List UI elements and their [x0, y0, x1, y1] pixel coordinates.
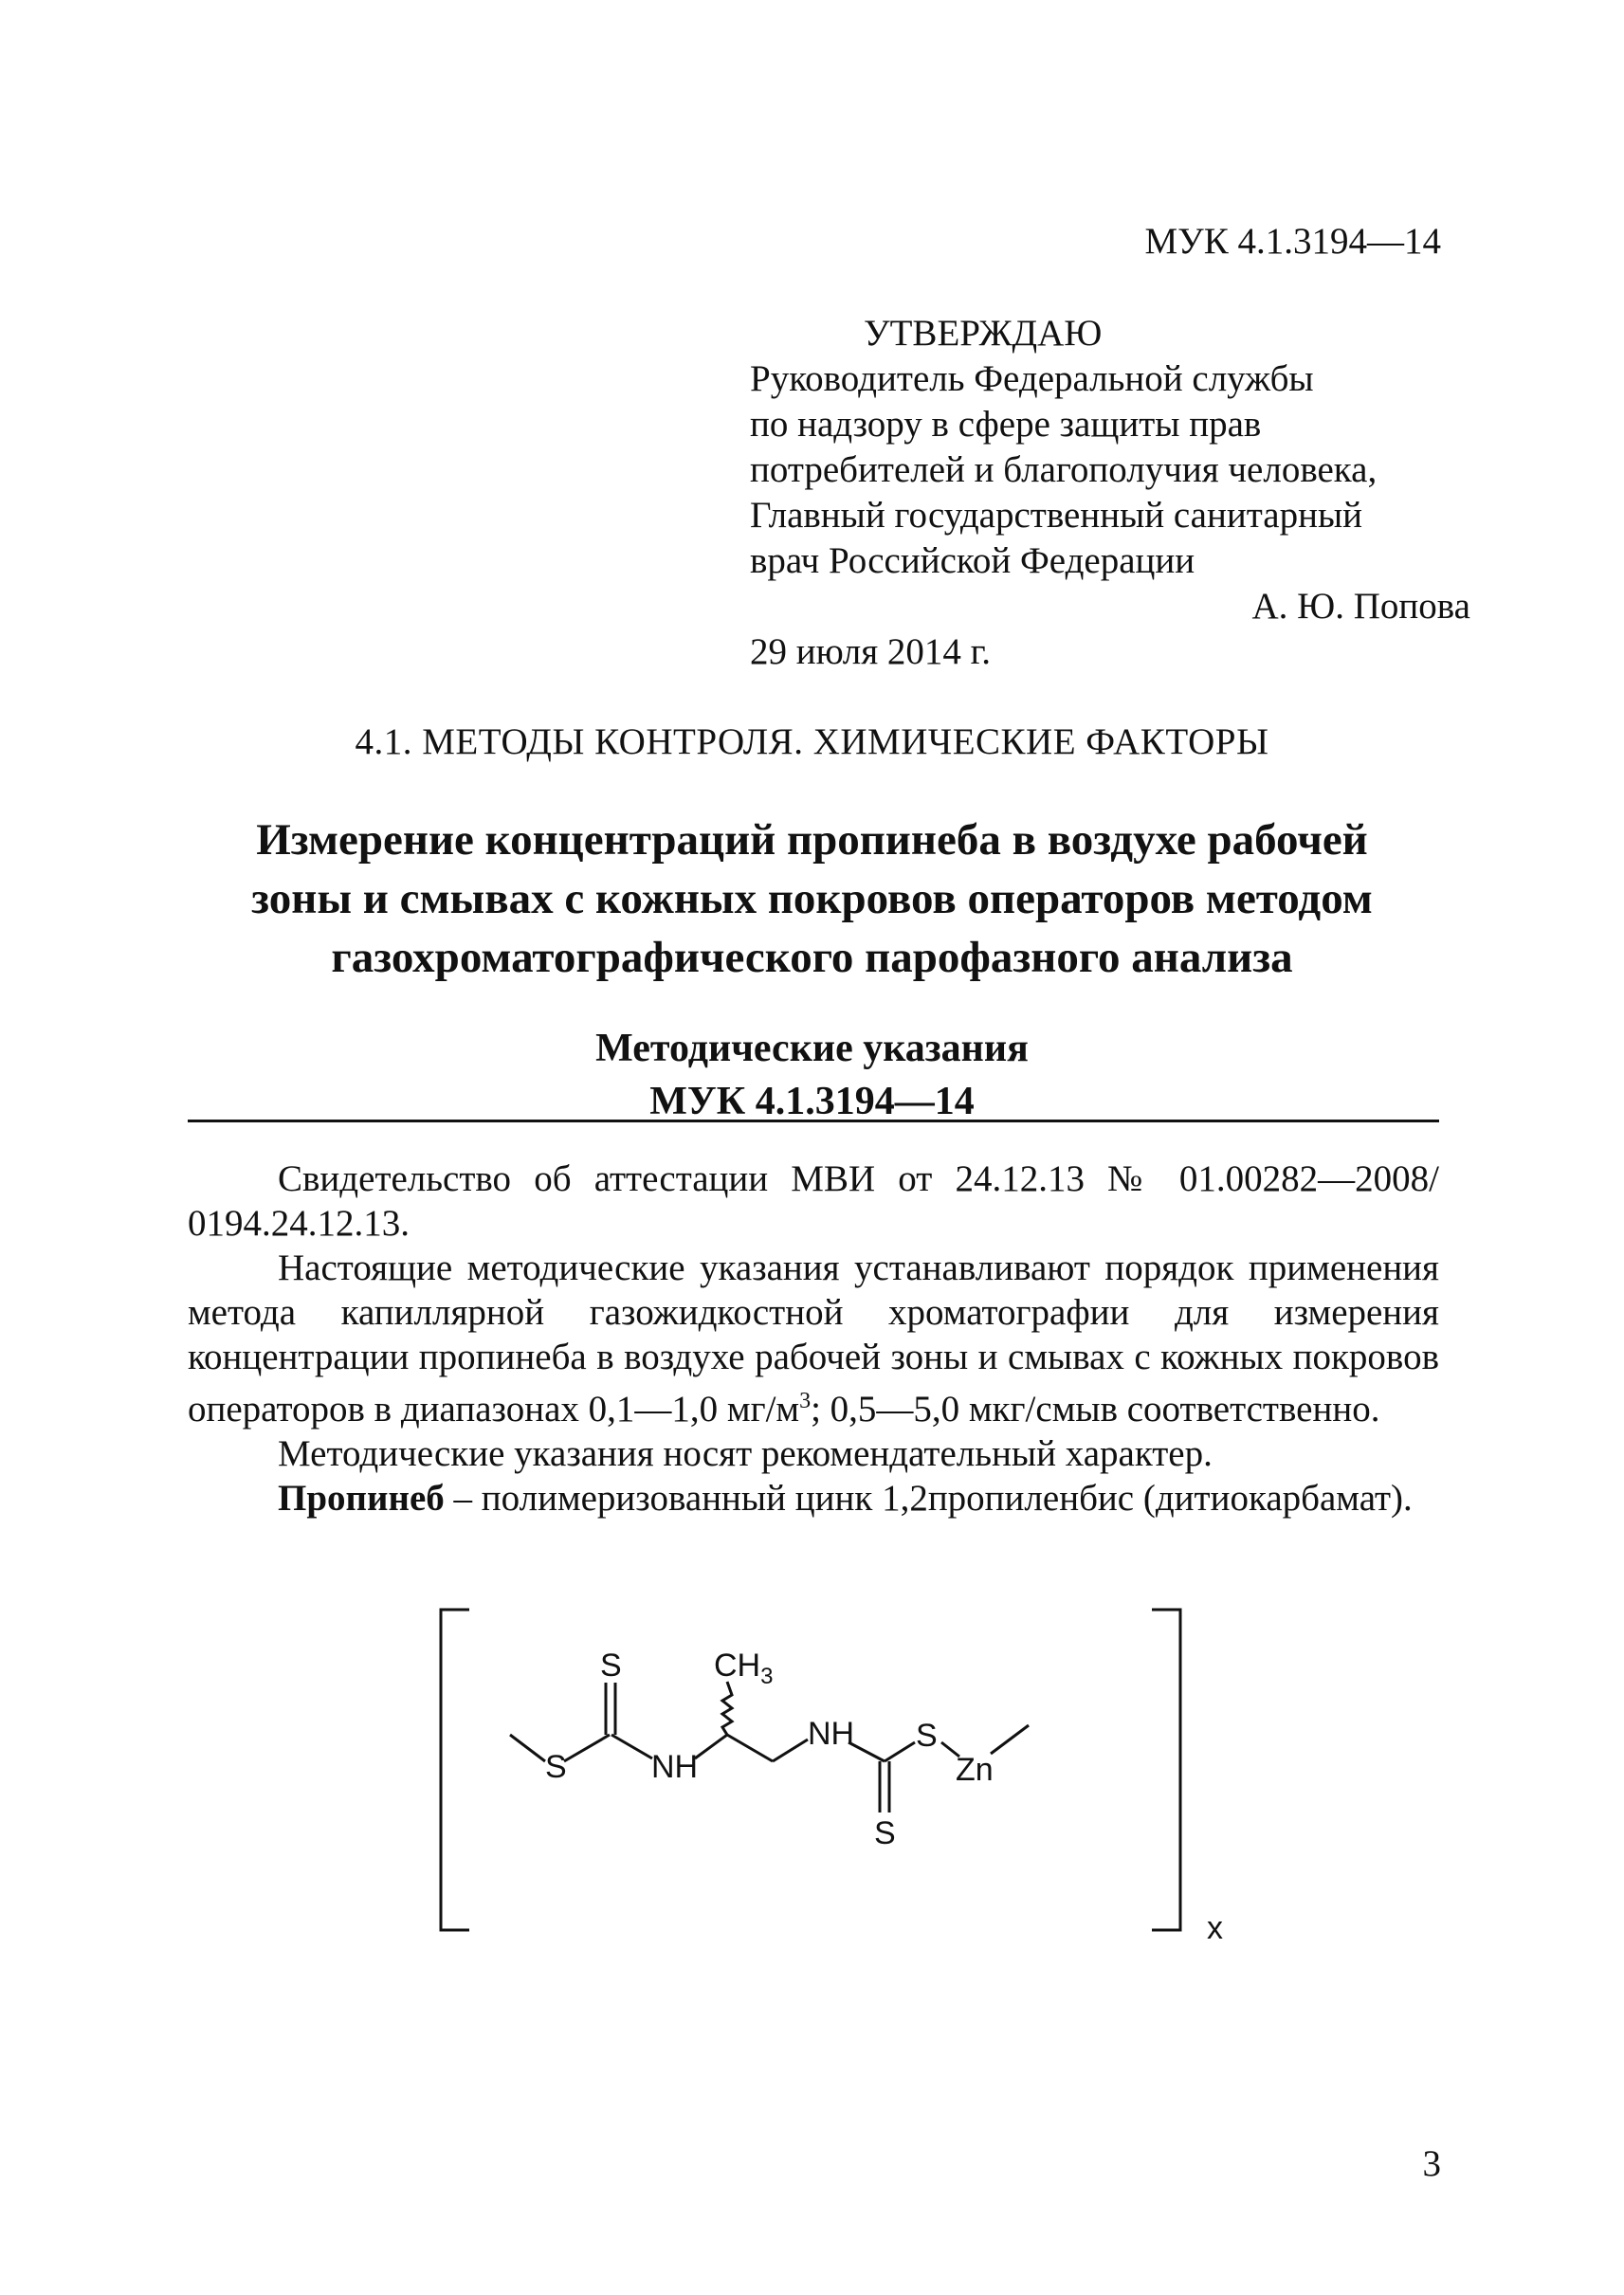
bond: [727, 1735, 773, 1761]
document-title: [0, 811, 1624, 987]
paragraph-recommendation: Методические указания носят рекомендательный характер.: [278, 1433, 1213, 1474]
scope-text: Настоящие методические указания устанавливают порядок применения метода капиллярной газожидкостной хроматографии для измерения концентрации пропинеба в воздухе рабочей зоны и смывах с кожных покровов операторов в диапазонах 0,1—1,0 мг/м: [188, 1248, 1439, 1430]
subscript: 3: [760, 1664, 774, 1689]
section-title: 4.1. МЕТОДЫ КОНТРОЛЯ. ХИМИЧЕСКИЕ ФАКТОРЫ: [355, 721, 1269, 762]
bond: [773, 1739, 808, 1761]
page-number: 3: [1422, 2143, 1441, 2184]
subtitle-line: Методические указания: [595, 1027, 1029, 1070]
approval-line: по надзору в сфере защиты прав: [750, 404, 1262, 445]
document-subtitle: [0, 1022, 1624, 1128]
atom-label: S: [916, 1718, 938, 1754]
atom-label: NH: [808, 1716, 855, 1752]
unit-superscript: 3: [799, 1389, 812, 1413]
approval-line: потребителей и благополучия человека,: [750, 449, 1378, 490]
approver-name: А. Ю. Попова: [1251, 586, 1470, 627]
bond: [885, 1742, 915, 1761]
approval-line: врач Российской Федерации: [750, 540, 1195, 581]
bond: [991, 1725, 1029, 1754]
approval-heading: УТВЕРЖДАЮ: [864, 313, 1103, 354]
horizontal-rule: [188, 1120, 1439, 1122]
repeat-index: x: [1207, 1910, 1223, 1943]
atom-label: Zn: [956, 1752, 994, 1788]
approval-block: [750, 311, 1470, 675]
body-text: [188, 1157, 1439, 1521]
atom-label: S: [874, 1815, 896, 1851]
propineb-structural-formula: [417, 1602, 1289, 1943]
atom-label: S: [545, 1749, 567, 1785]
scope-text-end: ; 0,5—5,0 мкг/смыв соответственно.: [811, 1389, 1380, 1430]
right-bracket: [1152, 1610, 1180, 1930]
bond: [510, 1735, 545, 1761]
approval-line: Главный государственный санитарный: [750, 495, 1363, 536]
wavy-bond: [722, 1682, 732, 1735]
bond: [564, 1735, 610, 1761]
title-line: Измерение концентраций пропинеба в воздухе рабочей: [256, 815, 1368, 865]
atom-label: S: [600, 1648, 622, 1684]
approval-line: Руководитель Федеральной службы: [750, 358, 1314, 399]
paragraph-certificate: Свидетельство об аттестации МВИ от 24.12.13 № 01.00282—2008/ 0194.24.12.13.: [188, 1158, 1439, 1244]
title-line: зоны и смывах с кожных покровов операторов методом: [251, 874, 1373, 923]
paragraph-scope: [188, 1246, 1439, 1431]
bond: [695, 1735, 727, 1758]
propineb-definition: – полимеризованный цинк 1,2пропиленбис (дитиокарбамат).: [444, 1478, 1413, 1519]
subtitle-code: МУК 4.1.3194—14: [649, 1080, 975, 1123]
approval-date: 29 июля 2014 г.: [750, 631, 992, 672]
propineb-term: Пропинеб: [278, 1478, 445, 1519]
title-line: газохроматографического парофазного анализа: [331, 933, 1293, 982]
atom-label: [714, 1648, 773, 1689]
atom-label: NH: [651, 1749, 699, 1785]
paragraph-propineb: [188, 1476, 1439, 1521]
atom-label: CH: [714, 1648, 761, 1684]
left-bracket: [441, 1610, 469, 1930]
bond: [611, 1735, 652, 1758]
document-code: МУК 4.1.3194—14: [1144, 221, 1441, 262]
